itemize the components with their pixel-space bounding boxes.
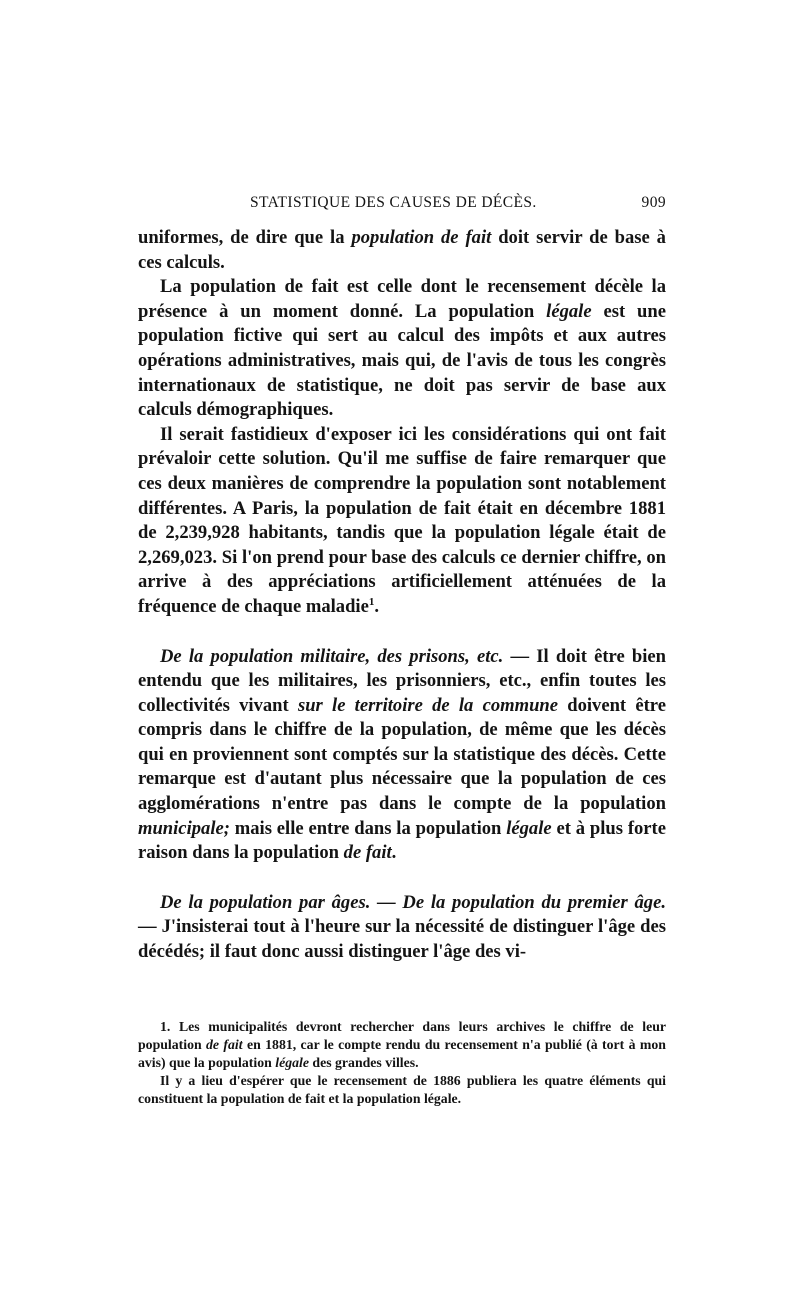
footnotes: [138, 1018, 666, 1108]
section-title-militaire: De la population militaire, des prisons, etc.: [160, 645, 504, 667]
footnote-1: 1. Les municipalités devront rechercher dans leurs archives le chiffre de leur population de fait en 1881, car le compte rendu du recensement n'a publié (à tort à mon avis) que la population légale des grandes villes.: [138, 1019, 666, 1070]
body-text: [138, 226, 666, 965]
section-population-par-ages: De la population par âges. — De la population du premier âge. — J'insisterai tout à l'heure sur la nécessité de distinguer l'âge des décédés; il faut donc aussi distinguer l'âge des vi-: [138, 891, 666, 963]
paragraph-continuation: uniformes, de dire que la population de fait doit servir de base à ces calculs.: [138, 227, 666, 273]
footnote-ref-1: 1: [368, 595, 375, 608]
paragraph-population-de-fait: La population de fait est celle dont le recensement décèle la présence à un moment donné. La population légale est une population fictive qui sert au calcul des impôts et aux autres opérations administratives, mais qui, de l'avis de tous les congrès internationaux de statistique, ne doit pas servir de base aux calculs démographiques.: [138, 276, 666, 421]
section-title-ages: De la population par âges. — De la population du premier âge.: [160, 891, 666, 913]
page-number: 909: [641, 194, 666, 211]
paragraph-paris-figures: Il serait fastidieux d'exposer ici les considérations qui ont fait prévaloir cette solution. Qu'il me suffise de faire remarquer que ces deux manières de comprendre la population sont notablement différentes. A Paris, la population de fait était en décembre 1881 de 2,239,928 habitants, tandis que la population légale était de 2,269,023. Si l'on prend pour base des calculs ce dernier chiffre, on arrive à des appréciations artificiellement atténuées de la fréquence de chaque maladie$^1$.: [138, 423, 666, 617]
running-title: STATISTIQUE DES CAUSES DE DÉCÈS.: [250, 194, 537, 211]
footnote-1-continuation: Il y a lieu d'espérer que le recensement de 1886 publiera les quatre éléments qui constituent la population de fait et la population légale.: [138, 1073, 666, 1106]
running-header: [138, 194, 666, 218]
section-population-militaire: De la population militaire, des prisons, etc. — Il doit être bien entendu que les militaires, les prisonniers, etc., enfin toutes les collectivités vivant sur le territoire de la commune doivent être compris dans le chiffre de la population, de même que les décès qui en proviennent sont comptés sur la statistique des décès. Cette remarque est d'autant plus nécessaire que la population de ces agglomérations n'entre pas dans le compte de la population municipale; mais elle entre dans la population légale et à plus forte raison dans la population de fait.: [138, 645, 667, 864]
